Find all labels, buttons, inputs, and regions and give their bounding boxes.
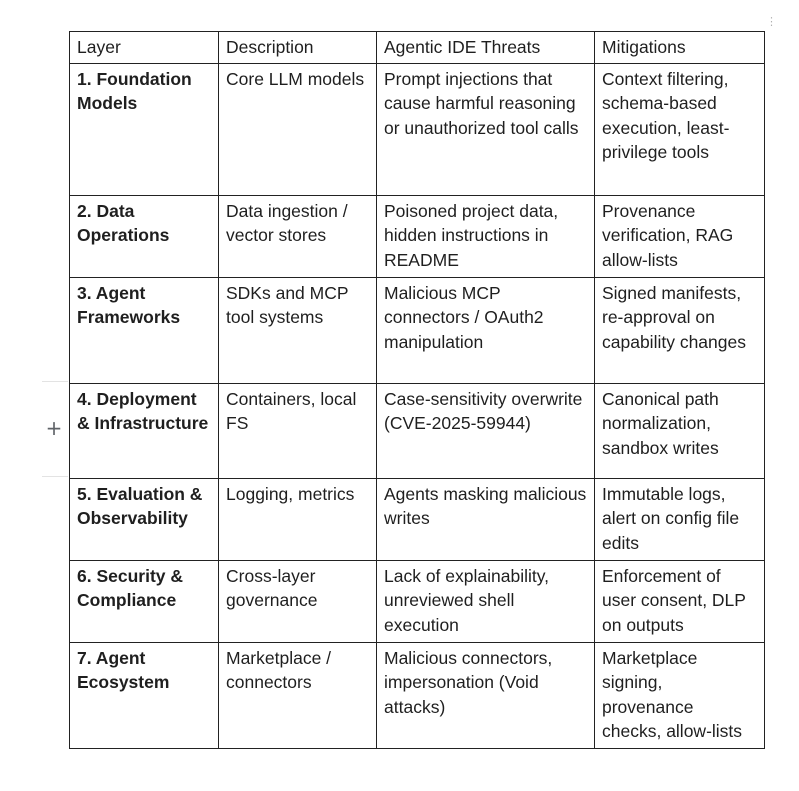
- header-row: [70, 32, 765, 64]
- layer-cell[interactable]: 5. Evaluation & Observability: [70, 478, 219, 560]
- layer-cell[interactable]: 4. Deployment & Infrastructure: [70, 383, 219, 478]
- description-cell[interactable]: Containers, local FS: [219, 383, 377, 478]
- add-row-icon[interactable]: +: [45, 416, 63, 440]
- header-cell-description[interactable]: Description: [219, 32, 377, 64]
- mitigations-cell[interactable]: Immutable logs, alert on config file edits: [595, 478, 765, 560]
- table-row: [70, 560, 765, 642]
- threats-cell[interactable]: Malicious connectors, impersonation (Void attacks): [377, 642, 595, 748]
- threat-table: [69, 31, 765, 749]
- layer-cell[interactable]: 3. Agent Frameworks: [70, 277, 219, 383]
- mitigations-cell[interactable]: Canonical path normalization, sandbox writes: [595, 383, 765, 478]
- table-row: [70, 277, 765, 383]
- threats-cell[interactable]: Poisoned project data, hidden instructions in README: [377, 195, 595, 277]
- table-row: [70, 63, 765, 195]
- mitigations-cell[interactable]: Marketplace signing, provenance checks, allow-lists: [595, 642, 765, 748]
- description-cell[interactable]: SDKs and MCP tool systems: [219, 277, 377, 383]
- layer-cell[interactable]: 1. Foundation Models: [70, 63, 219, 195]
- layer-cell[interactable]: 6. Security & Compliance: [70, 560, 219, 642]
- description-cell[interactable]: Marketplace / connectors: [219, 642, 377, 748]
- threats-cell[interactable]: Malicious MCP connectors / OAuth2 manipulation: [377, 277, 595, 383]
- layer-cell[interactable]: 7. Agent Ecosystem: [70, 642, 219, 748]
- header-cell-threats[interactable]: Agentic IDE Threats: [377, 32, 595, 64]
- table-row: [70, 383, 765, 478]
- row-hover-divider-top: [42, 381, 68, 382]
- threats-cell[interactable]: Lack of explainability, unreviewed shell execution: [377, 560, 595, 642]
- mitigations-cell[interactable]: Enforcement of user consent, DLP on outputs: [595, 560, 765, 642]
- threats-cell[interactable]: Agents masking malicious writes: [377, 478, 595, 560]
- threats-cell[interactable]: Prompt injections that cause harmful reasoning or unauthorized tool calls: [377, 63, 595, 195]
- row-hover-divider-bottom: [42, 476, 68, 477]
- mitigations-cell[interactable]: Provenance verification, RAG allow-lists: [595, 195, 765, 277]
- column-handle-icon[interactable]: ⋮: [766, 15, 777, 28]
- table-row: [70, 478, 765, 560]
- header-cell-layer[interactable]: Layer: [70, 32, 219, 64]
- mitigations-cell[interactable]: Context filtering, schema-based execution, least-privilege tools: [595, 63, 765, 195]
- description-cell[interactable]: Data ingestion / vector stores: [219, 195, 377, 277]
- threats-cell[interactable]: Case-sensitivity overwrite (CVE-2025-59944): [377, 383, 595, 478]
- header-cell-mitigations[interactable]: Mitigations: [595, 32, 765, 64]
- mitigations-cell[interactable]: Signed manifests, re-approval on capability changes: [595, 277, 765, 383]
- description-cell[interactable]: Cross-layer governance: [219, 560, 377, 642]
- table-row: [70, 195, 765, 277]
- layer-cell[interactable]: 2. Data Operations: [70, 195, 219, 277]
- description-cell[interactable]: Core LLM models: [219, 63, 377, 195]
- description-cell[interactable]: Logging, metrics: [219, 478, 377, 560]
- table-row: [70, 642, 765, 748]
